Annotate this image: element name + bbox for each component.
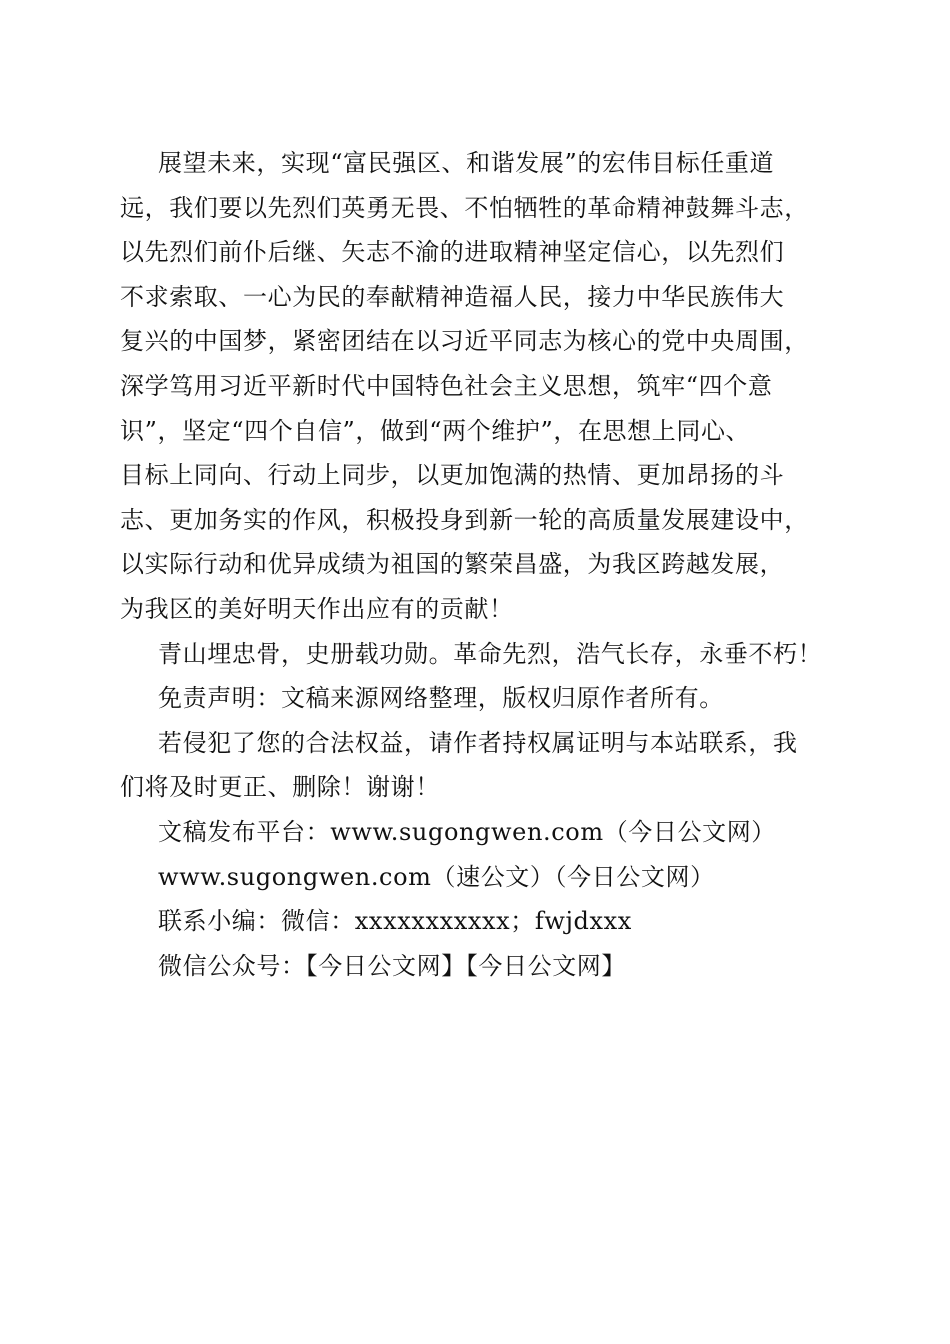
platform-line: 文稿发布平台：www.sugongwen.com（今日公文网） <box>158 817 776 846</box>
closing-line: 青山埋忠骨，史册载功勋。革命先烈，浩气长存，永垂不朽！ <box>158 639 823 668</box>
paragraph-line: 深学笃用习近平新时代中国特色社会主义思想，筑牢“四个意 <box>120 371 773 400</box>
disclaimer-line: 免责声明：文稿来源网络整理，版权归原作者所有。 <box>158 684 724 713</box>
paragraph-line: 志、更加务实的作风，积极投身到新一轮的高质量发展建设中， <box>120 505 809 534</box>
paragraph-line: 不求索取、一心为民的奉献精神造福人民，接力中华民族伟大 <box>120 282 785 311</box>
paragraph-line: 识”，坚定“四个自信”，做到“两个维护”，在思想上同心、 <box>120 416 751 445</box>
contact-line: 联系小编：微信：xxxxxxxxxxx；fwjdxxx <box>158 907 632 936</box>
infringement-line: 若侵犯了您的合法权益，请作者持权属证明与本站联系，我 <box>158 728 798 757</box>
paragraph-line: 以先烈们前仆后继、矢志不渝的进取精神坚定信心，以先烈们 <box>120 238 785 267</box>
paragraph-line: 目标上同向、行动上同步，以更加饱满的热情、更加昂扬的斗 <box>120 461 785 490</box>
infringement-notice <box>120 721 840 810</box>
main-paragraph <box>120 141 840 632</box>
paragraph-line: 复兴的中国梦，紧密团结在以习近平同志为核心的党中央周围， <box>120 327 809 356</box>
wechat-account-line: 微信公众号：【今日公文网】【今日公文网】 <box>158 951 626 980</box>
paragraph-line: 以实际行动和优异成绩为祖国的繁荣昌盛，为我区跨越发展， <box>120 550 785 579</box>
paragraph-line: 展望未来，实现“富民强区、和谐发展”的宏伟目标任重道 <box>158 149 775 177</box>
infringement-line: 们将及时更正、删除！谢谢！ <box>120 773 440 802</box>
document-body <box>120 141 840 988</box>
paragraph-line: 为我区的美好明天作出应有的贡献！ <box>120 594 514 623</box>
paragraph-line: 远，我们要以先烈们英勇无畏、不怕牺牲的革命精神鼓舞斗志， <box>120 193 809 222</box>
site-line: www.sugongwen.com（速公文）（今日公文网） <box>158 862 715 891</box>
